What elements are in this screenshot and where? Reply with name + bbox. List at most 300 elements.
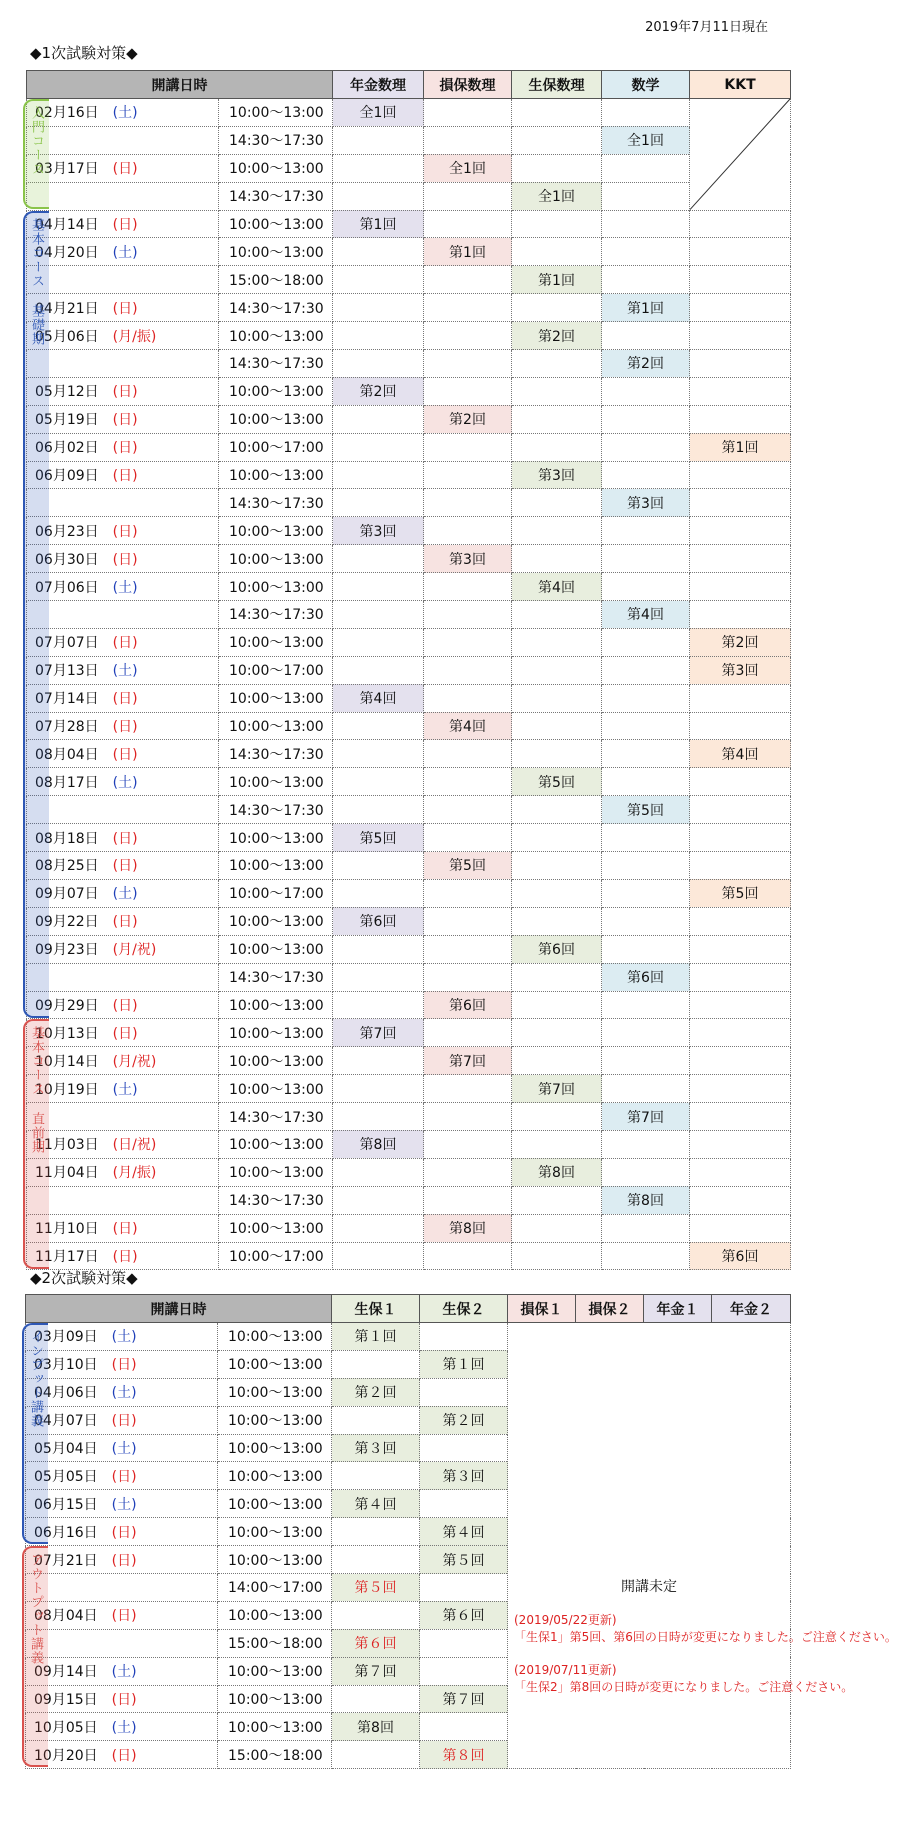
row-date: 07月28日 bbox=[35, 719, 99, 736]
session-cell bbox=[602, 712, 690, 740]
schedule-row bbox=[27, 601, 791, 629]
schedule-memo bbox=[508, 1323, 897, 1769]
row-date: 03月09日 bbox=[34, 1329, 98, 1346]
section1-title: ◆1次試験対策◆ bbox=[30, 44, 138, 62]
row-day: (日) bbox=[111, 1552, 137, 1569]
session-cell: 第1回 bbox=[333, 210, 424, 238]
row-date: 08月04日 bbox=[35, 746, 99, 763]
session-cell bbox=[690, 210, 791, 238]
session-cell: 第7回 bbox=[602, 1103, 690, 1131]
session-cell: 第4回 bbox=[602, 601, 690, 629]
header2-seiho1: 生保１ bbox=[332, 1295, 420, 1323]
schedule-row bbox=[27, 322, 791, 350]
course-label: 入門コース bbox=[29, 106, 44, 176]
row-time: 10:00～13:00 bbox=[219, 768, 333, 796]
session-cell: 第3回 bbox=[690, 656, 791, 684]
row-time: 14:30～17:30 bbox=[219, 601, 333, 629]
schedule-row bbox=[27, 712, 791, 740]
row-date: 04月14日 bbox=[35, 217, 99, 233]
date-cell bbox=[27, 461, 219, 489]
session-cell bbox=[424, 824, 512, 852]
session-cell bbox=[333, 1214, 424, 1242]
session-cell: 第３回 bbox=[420, 1462, 508, 1490]
session-cell: 第2回 bbox=[333, 377, 424, 405]
session-cell bbox=[602, 740, 690, 768]
session-cell: 第5回 bbox=[690, 879, 791, 907]
schedule-row bbox=[27, 1158, 791, 1186]
row-date: 06月02日 bbox=[35, 440, 99, 457]
session-cell: 第7回 bbox=[333, 1019, 424, 1047]
session-cell bbox=[512, 1047, 602, 1075]
session-cell bbox=[333, 545, 424, 573]
row-time: 14:30～17:30 bbox=[219, 350, 333, 378]
session-cell: 第6回 bbox=[424, 991, 512, 1019]
row-time: 10:00～13:00 bbox=[219, 461, 333, 489]
row-date: 06月30日 bbox=[35, 551, 99, 568]
date-cell bbox=[26, 1657, 218, 1685]
session-cell bbox=[690, 1075, 791, 1103]
row-time: 14:30～17:30 bbox=[219, 126, 333, 154]
session-cell: 第7回 bbox=[512, 1075, 602, 1103]
row-time: 14:30～17:30 bbox=[219, 1103, 333, 1131]
update-date: (2019/05/22更新) bbox=[514, 1612, 617, 1627]
session-cell bbox=[333, 154, 424, 182]
session-cell bbox=[602, 210, 690, 238]
session-cell bbox=[333, 573, 424, 601]
row-time: 10:00～13:00 bbox=[218, 1518, 332, 1546]
date-cell bbox=[26, 1601, 218, 1629]
session-cell bbox=[333, 712, 424, 740]
session-cell bbox=[333, 796, 424, 824]
row-day: (日) bbox=[112, 691, 138, 708]
row-date: 06月09日 bbox=[35, 468, 99, 485]
date-cell bbox=[26, 1629, 218, 1657]
row-date: 07月21日 bbox=[34, 1552, 98, 1569]
row-time: 14:30～17:30 bbox=[219, 182, 333, 210]
row-date: 11月03日 bbox=[35, 1137, 99, 1154]
date-cell bbox=[26, 1406, 218, 1434]
session-cell bbox=[602, 461, 690, 489]
row-day: (月/振) bbox=[112, 1165, 157, 1182]
row-time: 10:00～13:00 bbox=[219, 684, 333, 712]
session-cell bbox=[690, 1103, 791, 1131]
session-cell bbox=[602, 573, 690, 601]
row-day: (日) bbox=[112, 523, 138, 540]
session-cell bbox=[602, 852, 690, 880]
session-cell bbox=[602, 1214, 690, 1242]
schedule-row bbox=[27, 210, 791, 238]
session-cell: 第8回 bbox=[424, 1214, 512, 1242]
row-day: (日) bbox=[112, 468, 138, 485]
row-day: (日) bbox=[112, 997, 138, 1014]
row-time: 10:00～13:00 bbox=[219, 405, 333, 433]
date-cell bbox=[27, 517, 219, 545]
session-cell bbox=[690, 266, 791, 294]
session-cell bbox=[333, 963, 424, 991]
date-cell bbox=[27, 1103, 219, 1131]
row-time: 10:00～13:00 bbox=[218, 1434, 332, 1462]
row-day: (土) bbox=[111, 1496, 137, 1513]
row-date: 03月17日 bbox=[35, 161, 99, 178]
date-cell bbox=[26, 1434, 218, 1462]
session-cell: 第６回 bbox=[332, 1629, 420, 1657]
session-cell: 第1回 bbox=[690, 433, 791, 461]
header2-sonpo1: 損保１ bbox=[508, 1295, 576, 1323]
session-cell bbox=[424, 768, 512, 796]
row-date: 04月21日 bbox=[35, 300, 99, 317]
session-cell bbox=[690, 1047, 791, 1075]
row-date: 05月19日 bbox=[35, 412, 99, 429]
session-cell bbox=[333, 1242, 424, 1270]
header2-date: 開講日時 bbox=[26, 1295, 332, 1323]
row-day: (日) bbox=[111, 1357, 137, 1374]
session-cell: 第4回 bbox=[690, 740, 791, 768]
session-cell bbox=[424, 684, 512, 712]
session-cell: 第4回 bbox=[424, 712, 512, 740]
row-day: (日) bbox=[111, 1413, 137, 1430]
session-cell bbox=[512, 405, 602, 433]
update-text: 「生保1」第5回、第6回の日時が変更になりました。ご注意ください。 bbox=[514, 1629, 897, 1644]
session-cell bbox=[512, 350, 602, 378]
session-cell bbox=[424, 1019, 512, 1047]
row-time: 14:30～17:30 bbox=[219, 294, 333, 322]
row-date: 04月07日 bbox=[34, 1413, 98, 1430]
session-cell bbox=[333, 294, 424, 322]
row-day: (土) bbox=[112, 244, 138, 261]
row-time: 10:00～13:00 bbox=[219, 210, 333, 238]
row-date: 07月13日 bbox=[35, 663, 99, 680]
row-time: 10:00～13:00 bbox=[219, 238, 333, 266]
row-time: 10:00～13:00 bbox=[219, 628, 333, 656]
session-cell bbox=[602, 656, 690, 684]
session-cell bbox=[424, 517, 512, 545]
session-cell bbox=[420, 1574, 508, 1602]
row-day: (土) bbox=[112, 579, 138, 596]
date-cell bbox=[27, 656, 219, 684]
session-cell bbox=[424, 656, 512, 684]
session-cell bbox=[420, 1434, 508, 1462]
row-day: (土) bbox=[112, 663, 138, 680]
schedule-row bbox=[27, 154, 791, 182]
row-time: 10:00～13:00 bbox=[219, 1158, 333, 1186]
session-cell: 第2回 bbox=[690, 628, 791, 656]
course-label: アウトプット講義 bbox=[28, 1553, 43, 1665]
row-time: 10:00～13:00 bbox=[218, 1546, 332, 1574]
row-time: 10:00～13:00 bbox=[218, 1685, 332, 1713]
row-time: 14:00～17:00 bbox=[218, 1574, 332, 1602]
row-time: 10:00～13:00 bbox=[218, 1406, 332, 1434]
session-cell: 全1回 bbox=[424, 154, 512, 182]
date-cell bbox=[27, 182, 219, 210]
session-cell bbox=[332, 1350, 420, 1378]
row-time: 14:30～17:30 bbox=[219, 796, 333, 824]
kkt-not-applicable bbox=[690, 99, 791, 211]
session-cell bbox=[690, 238, 791, 266]
row-date: 08月17日 bbox=[35, 774, 99, 791]
row-time: 10:00～13:00 bbox=[219, 1075, 333, 1103]
session-cell bbox=[690, 768, 791, 796]
session-cell bbox=[690, 350, 791, 378]
session-cell bbox=[512, 1214, 602, 1242]
session-cell bbox=[512, 907, 602, 935]
row-time: 10:00～13:00 bbox=[219, 712, 333, 740]
date-cell bbox=[26, 1713, 218, 1741]
session-cell bbox=[690, 461, 791, 489]
row-time: 15:00～18:00 bbox=[218, 1629, 332, 1657]
session-cell bbox=[333, 656, 424, 684]
session-cell: 第５回 bbox=[420, 1546, 508, 1574]
session-cell bbox=[690, 489, 791, 517]
session-cell bbox=[424, 573, 512, 601]
schedule-row bbox=[27, 238, 791, 266]
course-label: 基本コース 基礎期 bbox=[29, 218, 44, 346]
session-cell bbox=[690, 517, 791, 545]
session-cell: 第２回 bbox=[332, 1378, 420, 1406]
session-cell: 第2回 bbox=[512, 322, 602, 350]
row-time: 10:00～13:00 bbox=[218, 1323, 332, 1351]
session-cell bbox=[424, 628, 512, 656]
row-date: 05月04日 bbox=[34, 1441, 98, 1457]
session-cell bbox=[602, 1242, 690, 1270]
session-cell: 全1回 bbox=[512, 182, 602, 210]
row-time: 10:00～13:00 bbox=[219, 935, 333, 963]
session-cell bbox=[333, 991, 424, 1019]
session-cell: 第8回 bbox=[512, 1158, 602, 1186]
session-cell: 第2回 bbox=[424, 405, 512, 433]
session-cell: 全1回 bbox=[602, 126, 690, 154]
session-cell bbox=[512, 154, 602, 182]
session-cell bbox=[424, 461, 512, 489]
row-date: 07月07日 bbox=[35, 635, 99, 652]
row-day: (日) bbox=[112, 858, 138, 875]
date-cell bbox=[27, 907, 219, 935]
session-cell bbox=[333, 1047, 424, 1075]
session-cell bbox=[512, 238, 602, 266]
session-cell: 第４回 bbox=[332, 1490, 420, 1518]
date-cell bbox=[27, 601, 219, 629]
session-cell bbox=[333, 489, 424, 517]
row-date: 08月04日 bbox=[34, 1608, 98, 1625]
session-cell bbox=[602, 322, 690, 350]
header2-sonpo2: 損保２ bbox=[576, 1295, 644, 1323]
row-time: 10:00～13:00 bbox=[218, 1601, 332, 1629]
date-cell bbox=[27, 573, 219, 601]
session-cell bbox=[333, 322, 424, 350]
session-cell bbox=[512, 210, 602, 238]
row-date: 09月15日 bbox=[34, 1692, 98, 1709]
session-cell bbox=[512, 1130, 602, 1158]
session-cell bbox=[333, 433, 424, 461]
session-cell bbox=[690, 712, 791, 740]
row-day: (日/祝) bbox=[112, 1137, 157, 1154]
session-cell bbox=[424, 935, 512, 963]
session-cell bbox=[424, 601, 512, 629]
session-cell bbox=[333, 628, 424, 656]
row-date: 06月23日 bbox=[35, 523, 99, 540]
schedule-row bbox=[27, 935, 791, 963]
session-cell bbox=[424, 1130, 512, 1158]
row-time: 14:30～17:30 bbox=[219, 489, 333, 517]
session-cell bbox=[333, 1103, 424, 1131]
session-cell bbox=[333, 740, 424, 768]
session-cell bbox=[512, 517, 602, 545]
row-day: (日) bbox=[112, 551, 138, 568]
session-cell: 第5回 bbox=[512, 768, 602, 796]
session-cell bbox=[602, 405, 690, 433]
row-time: 10:00～13:00 bbox=[219, 1214, 333, 1242]
session-cell bbox=[602, 907, 690, 935]
row-date: 02月16日 bbox=[35, 105, 99, 122]
session-cell bbox=[512, 852, 602, 880]
row-date: 11月04日 bbox=[35, 1165, 99, 1182]
header-seiho: 生保数理 bbox=[512, 71, 602, 99]
session-cell: 第１回 bbox=[420, 1350, 508, 1378]
header-sonpo: 損保数理 bbox=[424, 71, 512, 99]
schedule-row bbox=[27, 740, 791, 768]
session-cell: 第6回 bbox=[333, 907, 424, 935]
session-cell: 第8回 bbox=[332, 1713, 420, 1741]
update-notice bbox=[514, 1662, 854, 1696]
date-cell bbox=[27, 1242, 219, 1270]
date-cell bbox=[27, 1075, 219, 1103]
as-of-date: 2019年7月11日現在 bbox=[645, 20, 768, 35]
session-cell bbox=[690, 545, 791, 573]
session-cell bbox=[690, 935, 791, 963]
row-time: 14:30～17:30 bbox=[219, 963, 333, 991]
session-cell: 第８回 bbox=[420, 1741, 508, 1769]
row-time: 10:00～13:00 bbox=[219, 907, 333, 935]
date-cell bbox=[27, 684, 219, 712]
session-cell bbox=[512, 489, 602, 517]
schedule-row bbox=[27, 991, 791, 1019]
session-cell bbox=[602, 1047, 690, 1075]
row-time: 10:00～13:00 bbox=[219, 573, 333, 601]
session-cell bbox=[602, 154, 690, 182]
date-cell bbox=[27, 322, 219, 350]
session-cell bbox=[332, 1406, 420, 1434]
date-cell bbox=[26, 1518, 218, 1546]
row-day: (土) bbox=[111, 1441, 137, 1457]
session-cell bbox=[602, 266, 690, 294]
row-date: 04月20日 bbox=[35, 244, 99, 261]
date-cell bbox=[27, 377, 219, 405]
row-time: 10:00～13:00 bbox=[219, 322, 333, 350]
session-cell: 第７回 bbox=[332, 1657, 420, 1685]
session-cell bbox=[333, 350, 424, 378]
session-cell bbox=[424, 1103, 512, 1131]
session-cell: 第１回 bbox=[332, 1323, 420, 1351]
session-cell: 第8回 bbox=[333, 1130, 424, 1158]
session-cell: 第5回 bbox=[333, 824, 424, 852]
session-cell: 第３回 bbox=[332, 1434, 420, 1462]
session-cell bbox=[690, 294, 791, 322]
date-cell bbox=[27, 740, 219, 768]
row-date: 08月25日 bbox=[35, 858, 99, 875]
session-cell: 第3回 bbox=[512, 461, 602, 489]
header-kkt: KKT bbox=[690, 71, 791, 99]
date-cell bbox=[26, 1378, 218, 1406]
date-cell bbox=[27, 154, 219, 182]
session-cell bbox=[512, 1242, 602, 1270]
session-cell bbox=[690, 1130, 791, 1158]
row-time: 14:30～17:30 bbox=[219, 740, 333, 768]
session-cell bbox=[333, 935, 424, 963]
row-day: (月/振) bbox=[112, 328, 157, 345]
row-day: (日) bbox=[112, 161, 138, 178]
row-day: (土) bbox=[112, 774, 138, 791]
date-cell bbox=[27, 796, 219, 824]
row-day: (日) bbox=[112, 635, 138, 652]
session-cell bbox=[333, 126, 424, 154]
session-cell: 第1回 bbox=[512, 266, 602, 294]
schedule-row bbox=[27, 1019, 791, 1047]
session-cell bbox=[690, 796, 791, 824]
session-cell bbox=[690, 377, 791, 405]
header-sugaku: 数学 bbox=[602, 71, 690, 99]
row-date: 09月14日 bbox=[34, 1664, 98, 1681]
row-day: (月/祝) bbox=[112, 942, 157, 959]
schedule-row bbox=[27, 879, 791, 907]
session-cell bbox=[512, 712, 602, 740]
date-cell bbox=[26, 1574, 218, 1602]
session-cell bbox=[690, 601, 791, 629]
date-cell bbox=[26, 1546, 218, 1574]
schedule-row bbox=[27, 963, 791, 991]
row-time: 10:00～13:00 bbox=[218, 1657, 332, 1685]
session-cell: 第3回 bbox=[602, 489, 690, 517]
session-cell bbox=[512, 963, 602, 991]
schedule-row bbox=[27, 1130, 791, 1158]
date-cell bbox=[27, 99, 219, 127]
session-cell bbox=[602, 1019, 690, 1047]
date-cell bbox=[27, 628, 219, 656]
session-cell bbox=[602, 768, 690, 796]
date-cell bbox=[26, 1350, 218, 1378]
session-cell bbox=[424, 1242, 512, 1270]
row-date: 10月13日 bbox=[35, 1025, 99, 1042]
header2-nenkin2: 年金２ bbox=[712, 1295, 791, 1323]
session-cell bbox=[512, 628, 602, 656]
date-cell bbox=[27, 266, 219, 294]
row-day: (日) bbox=[111, 1747, 137, 1764]
session-cell: 第4回 bbox=[333, 684, 424, 712]
session-cell bbox=[512, 294, 602, 322]
row-day: (日) bbox=[112, 440, 138, 457]
row-day: (日) bbox=[112, 719, 138, 736]
session-cell bbox=[424, 377, 512, 405]
session-cell bbox=[424, 350, 512, 378]
session-cell bbox=[512, 433, 602, 461]
row-time: 10:00～13:00 bbox=[219, 824, 333, 852]
date-cell bbox=[27, 294, 219, 322]
session-cell bbox=[602, 1158, 690, 1186]
session-cell: 第5回 bbox=[602, 796, 690, 824]
session-cell bbox=[512, 879, 602, 907]
update-notice bbox=[514, 1612, 897, 1646]
session-cell bbox=[333, 1186, 424, 1214]
session-cell bbox=[512, 796, 602, 824]
row-time: 10:00～17:00 bbox=[219, 656, 333, 684]
session-cell bbox=[602, 935, 690, 963]
schedule-row bbox=[27, 628, 791, 656]
session-cell bbox=[333, 238, 424, 266]
row-time: 10:00～13:00 bbox=[218, 1713, 332, 1741]
session-cell bbox=[690, 1158, 791, 1186]
session-cell bbox=[424, 266, 512, 294]
date-cell bbox=[26, 1741, 218, 1769]
row-date: 05月06日 bbox=[35, 328, 99, 345]
date-cell bbox=[27, 963, 219, 991]
